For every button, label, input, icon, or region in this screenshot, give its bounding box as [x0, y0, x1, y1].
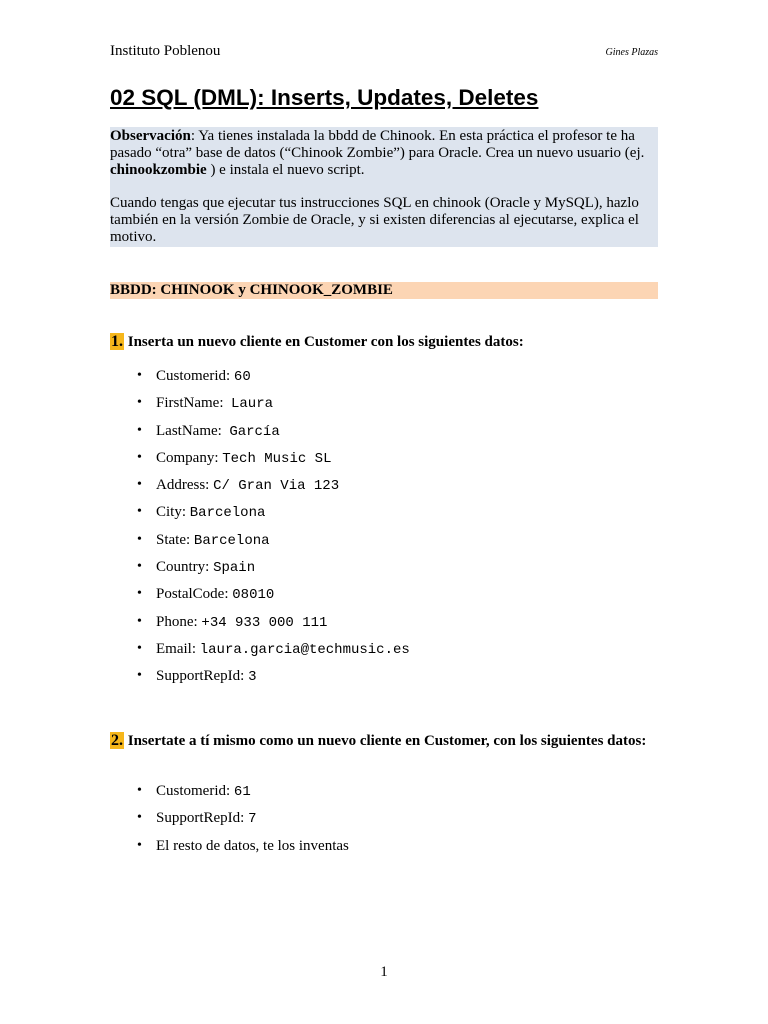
question-1-number: 1. [111, 333, 123, 350]
observation-paragraph-2: Cuando tengas que ejecutar tus instrucciones SQL en chinook (Oracle y MySQL), hazlo también en la versión Zombie de Oracle, y si existen diferencias al ejecutarse, explica el motivo. [110, 195, 639, 245]
list-item [110, 781, 658, 808]
list-item [110, 502, 658, 529]
field-value: C/ Gran Via 123 [213, 478, 340, 495]
field-value: 08010 [232, 587, 275, 604]
field-label: Company: [156, 449, 223, 466]
list-item [110, 836, 658, 863]
field-label: PostalCode: [156, 586, 233, 603]
field-value: 60 [233, 369, 251, 385]
field-value: 3 [248, 669, 257, 686]
field-label: City: [156, 504, 190, 521]
list-item [110, 666, 658, 693]
list-item [110, 393, 658, 420]
field-label: SupportRepId: [156, 810, 249, 827]
observation-user: chinookzombie [110, 162, 207, 178]
field-label: Customerid: [156, 368, 234, 384]
field-value: Spain [213, 560, 256, 577]
field-label: Customerid: [156, 783, 234, 799]
page-number: 1 [380, 964, 388, 980]
field-label: Phone: [156, 613, 202, 630]
field-value: 61 [233, 784, 251, 800]
question-1-text: Inserta un nuevo cliente en Customer con los siguientes datos: [127, 334, 524, 350]
field-label: SupportRepId: [156, 668, 249, 685]
observation-text-1: : Ya tienes instalada la bbdd de Chinook. En esta práctica el profesor te ha pasado “otra” base de datos (“Chinook Zombie”) para Oracle. Crea un nuevo usuario (ej. [110, 128, 645, 161]
page-title: 02 SQL (DML): Inserts, Updates, Deletes [110, 85, 539, 110]
list-item [110, 530, 658, 557]
bbdd-heading: BBDD: CHINOOK y CHINOOK_ZOMBIE [110, 282, 658, 299]
field-label: LastName: [156, 422, 230, 439]
observation-text-2: ) e instala el nuevo script. [206, 162, 365, 178]
list-item [110, 448, 658, 475]
field-label: Email: [156, 640, 200, 657]
page-header [110, 43, 658, 63]
question-2-number: 2. [111, 732, 123, 749]
question-1 [110, 333, 658, 351]
author-name: Gines Plazas [605, 47, 658, 58]
institution-name: Instituto Poblenou [110, 43, 221, 59]
question-2-list [110, 781, 658, 863]
field-value: García [229, 423, 280, 440]
field-label: El resto de datos, te los inventas [156, 837, 349, 854]
observation-label: Observación [110, 128, 191, 144]
list-item [110, 612, 658, 639]
list-item [110, 639, 658, 666]
field-value: 7 [248, 811, 257, 828]
question-2-text: Insertate a tí mismo como un nuevo cliente en Customer, con los siguientes datos: [127, 733, 647, 749]
list-item [110, 557, 658, 584]
list-item [110, 584, 658, 611]
field-label: State: [156, 531, 194, 548]
field-value: Barcelona [189, 505, 266, 522]
list-item [110, 808, 658, 835]
field-value: Tech Music SL [222, 450, 332, 467]
question-1-list [110, 366, 658, 694]
field-value: laura.garcia@techmusic.es [199, 641, 410, 658]
field-value: +34 933 000 111 [201, 614, 328, 631]
field-label: Address: [156, 477, 214, 494]
list-item [110, 475, 658, 502]
list-item [110, 421, 658, 448]
field-value: Laura [231, 396, 274, 413]
observation-paragraph-1 [110, 128, 658, 179]
field-value: Barcelona [193, 532, 270, 549]
question-2 [110, 732, 658, 750]
field-label: Country: [156, 559, 214, 576]
observation-box [110, 127, 658, 247]
field-label: FirstName: [156, 395, 231, 412]
list-item [110, 366, 658, 393]
